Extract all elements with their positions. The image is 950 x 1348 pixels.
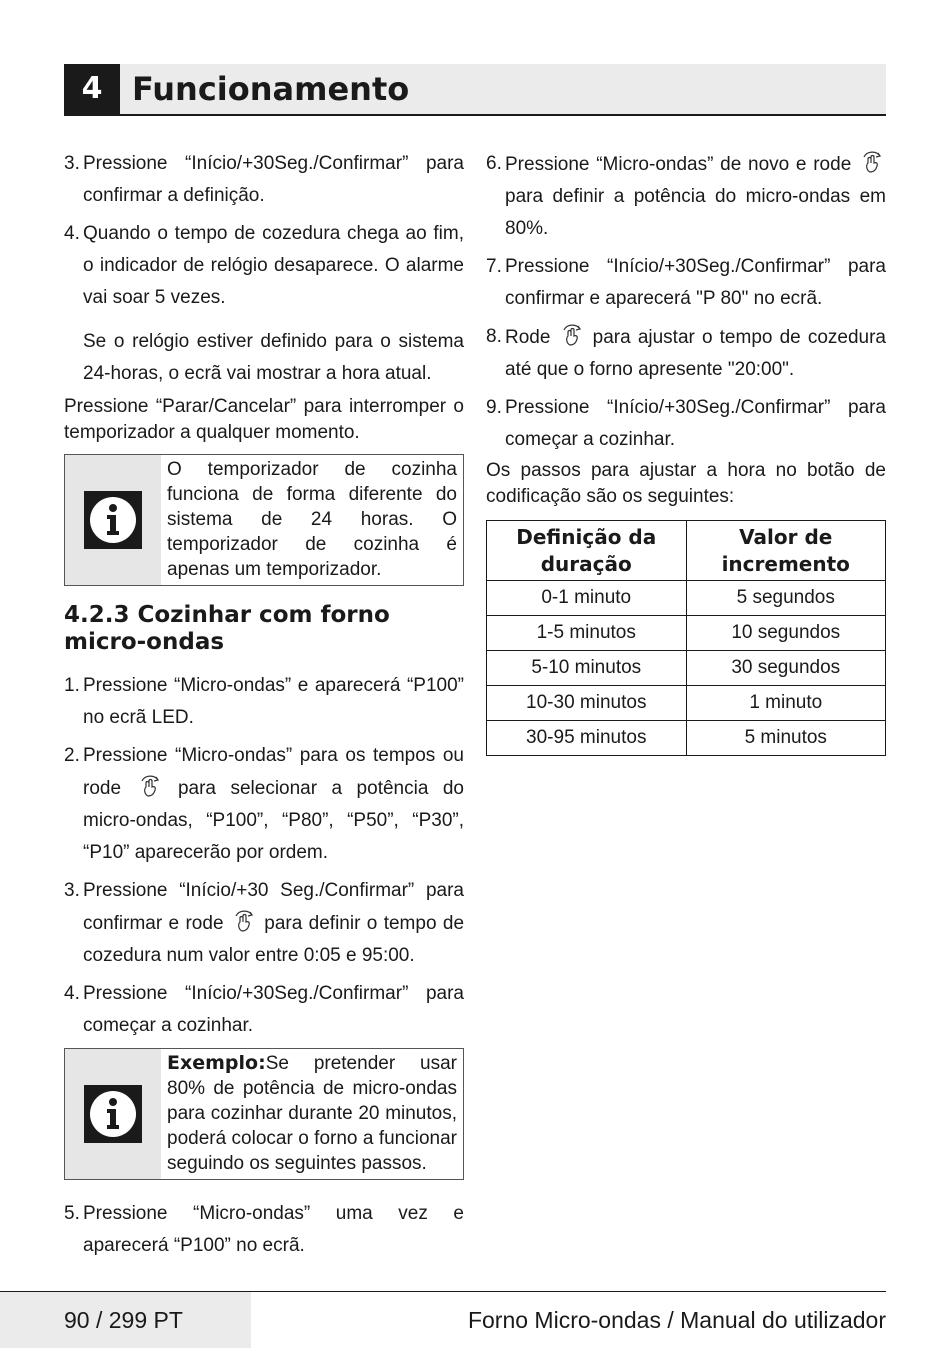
list-text: Pressione “Início/+30Seg./Confirmar” para confirmar e aparecerá "P 80" no ecrã.	[505, 256, 886, 309]
example-label: Exemplo:	[167, 1052, 266, 1074]
list-number: 1.	[64, 675, 80, 696]
list-number: 5.	[64, 1203, 80, 1224]
table-cell: 10-30 minutos	[487, 686, 687, 721]
info-icon	[84, 1085, 142, 1143]
list-number: 2.	[64, 745, 80, 766]
clock-system-note: Se o relógio estiver definido para o sistema 24-horas, o ecrã vai mostrar a hora atual.	[83, 331, 464, 384]
list-text: Pressione “Micro-ondas” para os tempos ou rode	[83, 745, 464, 799]
list-number: 6.	[486, 153, 502, 174]
example-text: Se pretender usar 80% de potência de micro-ondas para cozinhar durante 20 minutos, poderá colocar o forno a funcionar seguindo os seguintes passos.	[167, 1053, 457, 1174]
list-item	[64, 875, 464, 972]
rotary-knob-icon	[138, 772, 162, 798]
list-item	[64, 218, 464, 314]
info-icon	[84, 491, 142, 549]
list-text: Pressione “Início/+30Seg./Confirmar” para confirmar a definição.	[83, 153, 464, 206]
list-text: Rode	[505, 327, 551, 348]
rotary-knob-icon	[560, 321, 584, 347]
list-item	[486, 251, 886, 315]
info-note-text	[161, 1049, 463, 1179]
list-item	[486, 392, 886, 456]
list-text: Pressione “Micro-ondas” uma vez e aparecerá “P100” no ecrã.	[83, 1203, 464, 1256]
table-cell: 10 segundos	[686, 616, 886, 651]
rotary-knob-icon	[860, 148, 884, 174]
list-number: 7.	[486, 256, 502, 277]
chapter-title: Funcionamento	[132, 70, 410, 108]
info-note-timer	[64, 454, 464, 586]
table-row	[487, 616, 886, 651]
info-note-text: O temporizador de cozinha funciona de forma diferente do sistema de 24 horas. O temporizador de cozinha é apenas um temporizador.	[167, 459, 457, 580]
table-cell: 30-95 minutos	[487, 721, 687, 756]
left-column	[64, 148, 464, 1268]
list-number: 4.	[64, 223, 80, 244]
chapter-number: 4	[64, 64, 120, 114]
table-header: Valor de incremento	[686, 521, 886, 581]
list-number: 4.	[64, 983, 80, 1004]
list-item	[486, 321, 886, 386]
list-item	[64, 978, 464, 1042]
list-text: Pressione “Micro-ondas” de novo e rode	[505, 154, 852, 175]
chapter-header	[64, 64, 886, 116]
page-number: 90 / 299 PT	[64, 1307, 183, 1333]
list-text: Pressione “Início/+30 Seg./Confirmar” para confirmar e rode	[83, 880, 464, 934]
table-cell: 1-5 minutos	[487, 616, 687, 651]
table-row	[487, 686, 886, 721]
table-header-row	[487, 521, 886, 581]
list-number: 8.	[486, 326, 502, 347]
increment-table	[486, 520, 886, 756]
list-text: Pressione “Início/+30Seg./Confirmar” para começar a cozinhar.	[505, 397, 886, 450]
table-row	[487, 651, 886, 686]
list-item	[64, 740, 464, 869]
table-cell: 0-1 minuto	[487, 581, 687, 616]
info-note-side	[65, 455, 161, 585]
info-note-example	[64, 1048, 464, 1180]
list-number: 3.	[64, 880, 80, 901]
table-cell: 5-10 minutos	[487, 651, 687, 686]
list-text: Quando o tempo de cozedura chega ao fim, o indicador de relógio desaparece. O alarme vai soar 5 vezes.	[83, 223, 464, 308]
list-text: para definir a potência do micro-ondas em 80%.	[505, 186, 886, 239]
list-text: Pressione “Micro-ondas” e aparecerá “P100” no ecrã LED.	[83, 675, 464, 728]
table-cell: 30 segundos	[686, 651, 886, 686]
section-title: 4.2.3 Cozinhar com forno micro-ondas	[64, 602, 390, 655]
manual-title: Forno Micro-ondas / Manual do utilizador	[467, 1307, 886, 1333]
list-item	[486, 148, 886, 245]
list-item	[64, 148, 464, 212]
list-text: Pressione “Início/+30Seg./Confirmar” para começar a cozinhar.	[83, 983, 464, 1036]
table-intro: Os passos para ajustar a hora no botão de codificação são os seguintes:	[486, 460, 886, 507]
info-note-side	[65, 1049, 161, 1179]
table-cell: 5 segundos	[686, 581, 886, 616]
table-row	[487, 581, 886, 616]
list-item	[64, 1198, 464, 1262]
list-text: para definir o tempo de cozedura num valor entre 0:05 e 95:00.	[83, 913, 465, 966]
table-cell: 5 minutos	[686, 721, 886, 756]
rotary-knob-icon	[232, 907, 256, 933]
list-text: para ajustar o tempo de cozedura até que o forno apresente "20:00".	[505, 327, 886, 380]
list-number: 3.	[64, 153, 80, 174]
table-row	[487, 721, 886, 756]
table-cell: 1 minuto	[686, 686, 886, 721]
table-header: Definição da duração	[487, 521, 687, 581]
list-text: para selecionar a potência do micro-ondas, “P100”, “P80”, “P50”, “P30”, “P10” aparecerão por ordem.	[83, 778, 464, 863]
stop-instruction: Pressione “Parar/Cancelar” para interromper o temporizador a qualquer momento.	[64, 396, 464, 443]
list-number: 9.	[486, 397, 502, 418]
list-item	[64, 670, 464, 734]
right-column	[486, 148, 886, 756]
